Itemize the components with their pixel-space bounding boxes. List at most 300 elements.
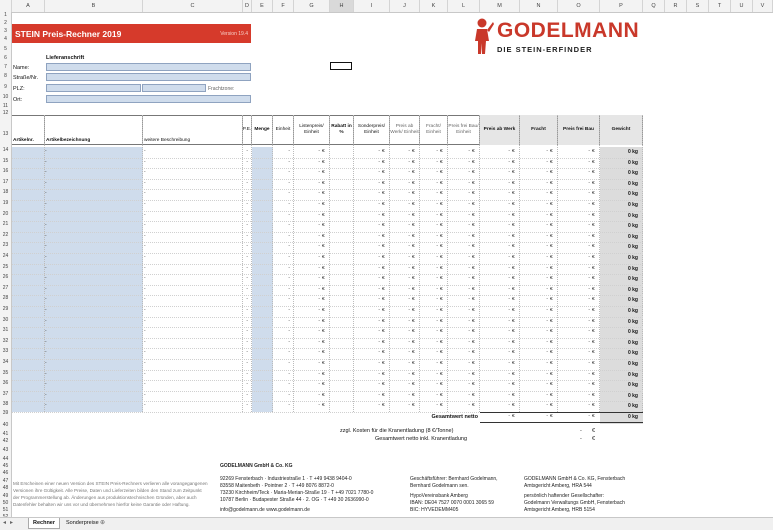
table-cell[interactable]: - xyxy=(546,392,548,398)
col-header-i[interactable]: I xyxy=(354,0,390,12)
table-cell[interactable]: - xyxy=(468,223,470,229)
table-cell[interactable]: - xyxy=(546,350,548,356)
table-cell[interactable]: - xyxy=(378,403,380,409)
row-header[interactable]: 36 xyxy=(2,380,9,387)
table-cell[interactable]: - xyxy=(588,255,590,260)
table-cell[interactable]: - xyxy=(378,212,380,218)
table-cell[interactable]: - xyxy=(318,286,320,292)
table-cell[interactable]: - xyxy=(468,297,470,303)
col-header-n[interactable]: N xyxy=(520,0,558,12)
table-cell[interactable]: - xyxy=(468,286,470,292)
table-cell[interactable]: - xyxy=(318,339,320,345)
table-cell[interactable]: - xyxy=(588,286,590,292)
col-header-o[interactable]: O xyxy=(558,0,600,12)
table-cell[interactable]: - xyxy=(436,191,438,197)
table-cell[interactable]: - xyxy=(144,403,146,409)
table-cell[interactable]: - xyxy=(288,170,290,176)
row-header[interactable]: 6 xyxy=(4,55,7,61)
table-cell[interactable]: - xyxy=(408,159,410,165)
table-cell[interactable]: - xyxy=(144,265,146,271)
table-cell[interactable]: - xyxy=(246,308,248,313)
table-cell[interactable]: - xyxy=(288,382,290,388)
row-header[interactable]: 30 xyxy=(2,316,9,323)
row-header[interactable]: 44 xyxy=(2,456,9,462)
table-cell[interactable]: - xyxy=(508,318,510,324)
row-header[interactable]: 1 xyxy=(4,12,7,18)
table-cell[interactable]: - xyxy=(436,149,438,154)
table-cell[interactable]: - xyxy=(318,382,320,388)
table-cell[interactable]: - xyxy=(378,223,380,229)
table-cell[interactable]: - xyxy=(288,191,290,197)
table-cell[interactable]: - xyxy=(378,191,380,197)
table-cell[interactable]: - xyxy=(288,212,290,218)
table-cell[interactable]: - xyxy=(288,276,290,282)
table-cell[interactable]: - xyxy=(144,382,146,388)
table-cell[interactable]: - xyxy=(546,149,548,154)
table-cell[interactable]: - xyxy=(468,392,470,398)
col-header-c[interactable]: C xyxy=(143,0,243,12)
table-cell[interactable]: - xyxy=(318,159,320,165)
table-cell[interactable]: - xyxy=(508,350,510,356)
table-cell[interactable]: - xyxy=(508,212,510,218)
table-cell[interactable]: - xyxy=(318,403,320,409)
row-header[interactable]: 37 xyxy=(2,390,9,397)
table-cell[interactable]: - xyxy=(468,159,470,165)
table-cell[interactable]: - xyxy=(288,308,290,313)
table-cell[interactable]: - xyxy=(508,244,510,250)
table-cell[interactable]: - xyxy=(378,392,380,398)
table-cell[interactable]: - xyxy=(246,350,248,356)
table-cell[interactable]: - xyxy=(318,318,320,324)
table-cell[interactable]: - xyxy=(588,339,590,345)
table-cell[interactable]: - xyxy=(546,170,548,176)
fracht-zone-field[interactable] xyxy=(142,84,206,92)
row-header[interactable]: 20 xyxy=(2,210,9,217)
table-cell[interactable]: - xyxy=(288,286,290,292)
row-header[interactable]: 51 xyxy=(2,507,9,513)
table-cell[interactable]: - xyxy=(546,180,548,186)
col-header-l[interactable]: L xyxy=(448,0,480,12)
table-cell[interactable]: - xyxy=(318,265,320,271)
table-cell[interactable]: - xyxy=(246,392,248,398)
table-cell[interactable]: - xyxy=(408,223,410,229)
row-header[interactable]: 9 xyxy=(4,84,7,90)
table-cell[interactable]: - xyxy=(318,244,320,250)
table-cell[interactable]: - xyxy=(144,170,146,176)
table-cell[interactable]: - xyxy=(546,339,548,345)
table-cell[interactable]: - xyxy=(468,361,470,366)
row-header[interactable]: 7 xyxy=(4,64,7,70)
table-cell[interactable]: - xyxy=(144,276,146,282)
table-cell[interactable]: - xyxy=(378,276,380,282)
table-cell[interactable]: - xyxy=(246,403,248,409)
table-cell[interactable]: - xyxy=(318,276,320,282)
table-cell[interactable]: - xyxy=(144,308,146,313)
table-cell[interactable]: - xyxy=(144,180,146,186)
table-cell[interactable]: - xyxy=(588,308,590,313)
table-cell[interactable]: - xyxy=(546,159,548,165)
table-cell[interactable]: - xyxy=(436,371,438,377)
table-cell[interactable]: - xyxy=(588,191,590,197)
table-cell[interactable]: - xyxy=(546,329,548,335)
table-cell[interactable]: - xyxy=(45,159,47,165)
table-cell[interactable]: - xyxy=(508,202,510,207)
col-header-a[interactable]: A xyxy=(12,0,45,12)
table-cell[interactable]: - xyxy=(288,329,290,335)
table-cell[interactable]: - xyxy=(546,318,548,324)
col-header-g[interactable]: G xyxy=(294,0,330,12)
table-cell[interactable]: - xyxy=(546,403,548,409)
row-header[interactable]: 11 xyxy=(2,103,9,109)
table-cell[interactable]: - xyxy=(378,308,380,313)
select-all-corner[interactable] xyxy=(0,0,12,12)
table-cell[interactable]: - xyxy=(436,170,438,176)
table-cell[interactable]: - xyxy=(408,329,410,335)
table-cell[interactable]: - xyxy=(318,361,320,366)
col-header-p[interactable]: P xyxy=(600,0,643,12)
table-cell[interactable]: - xyxy=(45,149,47,154)
table-cell[interactable]: - xyxy=(588,265,590,271)
table-cell[interactable]: - xyxy=(508,403,510,409)
table-cell[interactable]: - xyxy=(436,223,438,229)
table-cell[interactable]: - xyxy=(408,255,410,260)
table-cell[interactable]: - xyxy=(436,233,438,239)
table-cell[interactable]: - xyxy=(45,350,47,356)
row-header[interactable]: 46 xyxy=(2,470,9,476)
table-cell[interactable]: - xyxy=(144,371,146,377)
table-cell[interactable]: - xyxy=(508,382,510,388)
street-field[interactable] xyxy=(46,73,251,81)
table-cell[interactable]: - xyxy=(546,382,548,388)
table-cell[interactable]: - xyxy=(45,223,47,229)
row-header[interactable]: 31 xyxy=(2,327,9,334)
tab-scroll-left-icon[interactable]: ◂ xyxy=(3,520,7,526)
row-header[interactable]: 26 xyxy=(2,274,9,281)
table-cell[interactable]: - xyxy=(588,233,590,239)
table-cell[interactable]: - xyxy=(436,308,438,313)
row-header[interactable]: 3 xyxy=(4,28,7,34)
table-cell[interactable]: - xyxy=(45,297,47,303)
table-cell[interactable]: - xyxy=(546,255,548,260)
table-cell[interactable]: - xyxy=(144,255,146,260)
table-cell[interactable]: - xyxy=(288,371,290,377)
table-cell[interactable]: - xyxy=(378,170,380,176)
table-cell[interactable]: - xyxy=(144,202,146,207)
row-header[interactable]: 24 xyxy=(2,253,9,259)
table-cell[interactable]: - xyxy=(408,392,410,398)
row-header[interactable]: 5 xyxy=(4,46,7,52)
col-header-u[interactable]: U xyxy=(731,0,753,12)
table-cell[interactable]: - xyxy=(408,202,410,207)
table-cell[interactable]: - xyxy=(288,265,290,271)
table-cell[interactable]: - xyxy=(144,149,146,154)
row-header[interactable]: 28 xyxy=(2,295,9,302)
table-cell[interactable]: - xyxy=(468,382,470,388)
table-cell[interactable]: - xyxy=(144,159,146,165)
row-header[interactable]: 25 xyxy=(2,263,9,270)
table-cell[interactable]: - xyxy=(468,212,470,218)
table-cell[interactable]: - xyxy=(288,403,290,409)
table-cell[interactable]: - xyxy=(408,286,410,292)
table-cell[interactable]: - xyxy=(588,149,590,154)
table-cell[interactable]: - xyxy=(468,191,470,197)
table-cell[interactable]: - xyxy=(144,392,146,398)
table-cell[interactable]: - xyxy=(408,233,410,239)
table-cell[interactable]: - xyxy=(588,159,590,165)
table-cell[interactable]: - xyxy=(246,180,248,186)
table-cell[interactable]: - xyxy=(408,382,410,388)
table-cell[interactable]: - xyxy=(246,371,248,377)
row-header[interactable]: 43 xyxy=(2,447,9,453)
row-header[interactable]: 22 xyxy=(2,231,9,238)
table-cell[interactable]: - xyxy=(436,180,438,186)
col-header-m[interactable]: M xyxy=(480,0,520,12)
row-header[interactable]: 15 xyxy=(2,157,9,164)
table-cell[interactable]: - xyxy=(246,286,248,292)
table-cell[interactable]: - xyxy=(246,318,248,324)
table-cell[interactable]: - xyxy=(378,318,380,324)
table-cell[interactable]: - xyxy=(318,202,320,207)
table-cell[interactable]: - xyxy=(408,318,410,324)
row-header[interactable]: 39 xyxy=(2,410,9,416)
name-field[interactable] xyxy=(46,63,251,71)
table-cell[interactable]: - xyxy=(408,191,410,197)
col-header-t[interactable]: T xyxy=(709,0,731,12)
row-header[interactable]: 17 xyxy=(2,178,9,185)
table-cell[interactable]: - xyxy=(378,382,380,388)
table-cell[interactable]: - xyxy=(45,308,47,313)
table-cell[interactable]: - xyxy=(288,350,290,356)
table-cell[interactable]: - xyxy=(546,202,548,207)
table-cell[interactable]: - xyxy=(408,276,410,282)
table-cell[interactable]: - xyxy=(546,297,548,303)
table-cell[interactable]: - xyxy=(378,339,380,345)
table-cell[interactable]: - xyxy=(144,361,146,366)
table-cell[interactable]: - xyxy=(246,223,248,229)
table-cell[interactable]: - xyxy=(45,191,47,197)
row-header[interactable]: 18 xyxy=(2,189,9,196)
table-cell[interactable]: - xyxy=(288,180,290,186)
table-cell[interactable]: - xyxy=(144,329,146,335)
table-cell[interactable]: - xyxy=(588,244,590,250)
table-cell[interactable]: - xyxy=(588,202,590,207)
table-cell[interactable]: - xyxy=(45,265,47,271)
table-cell[interactable]: - xyxy=(508,371,510,377)
row-header[interactable]: 8 xyxy=(4,73,7,79)
table-cell[interactable]: - xyxy=(288,159,290,165)
table-cell[interactable]: - xyxy=(144,318,146,324)
table-cell[interactable]: - xyxy=(546,223,548,229)
table-cell[interactable]: - xyxy=(546,371,548,377)
row-header[interactable]: 48 xyxy=(2,485,9,491)
table-cell[interactable]: - xyxy=(378,286,380,292)
table-cell[interactable]: - xyxy=(546,308,548,313)
table-cell[interactable]: - xyxy=(378,159,380,165)
table-cell[interactable]: - xyxy=(508,149,510,154)
table-cell[interactable]: - xyxy=(546,212,548,218)
col-header-f[interactable]: F xyxy=(273,0,294,12)
table-cell[interactable]: - xyxy=(468,180,470,186)
row-header[interactable]: 27 xyxy=(2,284,9,291)
table-cell[interactable]: - xyxy=(288,244,290,250)
table-cell[interactable]: - xyxy=(288,339,290,345)
table-cell[interactable]: - xyxy=(436,382,438,388)
table-cell[interactable]: - xyxy=(588,329,590,335)
row-header[interactable]: 13 xyxy=(2,131,9,137)
table-cell[interactable]: - xyxy=(436,361,438,366)
table-cell[interactable]: - xyxy=(318,392,320,398)
table-cell[interactable]: - xyxy=(408,265,410,271)
table-cell[interactable]: - xyxy=(378,361,380,366)
row-header[interactable]: 42 xyxy=(2,438,9,444)
table-cell[interactable]: - xyxy=(45,392,47,398)
row-header[interactable]: 47 xyxy=(2,478,9,484)
row-header[interactable]: 50 xyxy=(2,500,9,506)
col-header-s[interactable]: S xyxy=(687,0,709,12)
table-cell[interactable]: - xyxy=(45,202,47,207)
row-header[interactable]: 49 xyxy=(2,493,9,499)
row-header[interactable]: 23 xyxy=(2,242,9,249)
table-cell[interactable]: - xyxy=(45,255,47,260)
table-cell[interactable]: - xyxy=(436,318,438,324)
table-cell[interactable]: - xyxy=(246,297,248,303)
row-header[interactable]: 4 xyxy=(4,36,7,42)
table-cell[interactable]: - xyxy=(588,371,590,377)
col-header-v[interactable]: V xyxy=(753,0,773,12)
table-cell[interactable]: - xyxy=(288,149,290,154)
table-cell[interactable]: - xyxy=(508,308,510,313)
table-cell[interactable]: - xyxy=(468,276,470,282)
table-cell[interactable]: - xyxy=(288,202,290,207)
table-cell[interactable]: - xyxy=(246,244,248,250)
table-cell[interactable]: - xyxy=(468,202,470,207)
table-cell[interactable]: - xyxy=(588,223,590,229)
input-column-fill[interactable] xyxy=(45,147,143,412)
add-sheet-icon[interactable]: ⊕ xyxy=(100,520,106,526)
table-cell[interactable]: - xyxy=(45,233,47,239)
table-cell[interactable]: - xyxy=(588,392,590,398)
table-cell[interactable]: - xyxy=(408,308,410,313)
table-cell[interactable]: - xyxy=(588,403,590,409)
table-cell[interactable]: - xyxy=(436,350,438,356)
row-header[interactable]: 21 xyxy=(2,221,9,228)
table-cell[interactable]: - xyxy=(436,159,438,165)
row-header[interactable]: 45 xyxy=(2,463,9,469)
table-cell[interactable]: - xyxy=(144,350,146,356)
table-cell[interactable]: - xyxy=(378,244,380,250)
table-cell[interactable]: - xyxy=(436,276,438,282)
table-cell[interactable]: - xyxy=(436,244,438,250)
table-cell[interactable]: - xyxy=(408,361,410,366)
table-cell[interactable]: - xyxy=(468,255,470,260)
table-cell[interactable]: - xyxy=(318,371,320,377)
table-cell[interactable]: - xyxy=(508,223,510,229)
table-cell[interactable]: - xyxy=(246,191,248,197)
table-cell[interactable]: - xyxy=(408,244,410,250)
row-header[interactable]: 10 xyxy=(2,94,9,100)
table-cell[interactable]: - xyxy=(45,361,47,366)
table-cell[interactable]: - xyxy=(288,318,290,324)
table-cell[interactable]: - xyxy=(246,159,248,165)
table-cell[interactable]: - xyxy=(144,286,146,292)
table-cell[interactable]: - xyxy=(408,371,410,377)
table-cell[interactable]: - xyxy=(508,170,510,176)
table-cell[interactable]: - xyxy=(45,276,47,282)
table-cell[interactable]: - xyxy=(45,382,47,388)
row-header[interactable]: 38 xyxy=(2,401,9,408)
col-header-j[interactable]: J xyxy=(390,0,420,12)
table-cell[interactable]: - xyxy=(378,329,380,335)
table-cell[interactable]: - xyxy=(45,244,47,250)
table-cell[interactable]: - xyxy=(436,255,438,260)
table-cell[interactable]: - xyxy=(468,339,470,345)
input-column-fill[interactable] xyxy=(12,147,45,412)
table-cell[interactable]: - xyxy=(468,170,470,176)
table-cell[interactable]: - xyxy=(588,212,590,218)
table-cell[interactable]: - xyxy=(508,255,510,260)
table-cell[interactable]: - xyxy=(508,265,510,271)
table-cell[interactable]: - xyxy=(318,233,320,239)
table-cell[interactable]: - xyxy=(144,339,146,345)
table-cell[interactable]: - xyxy=(468,308,470,313)
table-cell[interactable]: - xyxy=(318,212,320,218)
tab-sonderpreise[interactable]: Sonderpreise xyxy=(66,520,99,526)
table-cell[interactable]: - xyxy=(508,339,510,345)
table-cell[interactable]: - xyxy=(45,329,47,335)
table-cell[interactable]: - xyxy=(378,371,380,377)
table-cell[interactable]: - xyxy=(436,286,438,292)
table-cell[interactable]: - xyxy=(546,286,548,292)
row-header[interactable]: 34 xyxy=(2,359,9,365)
table-cell[interactable]: - xyxy=(436,339,438,345)
table-cell[interactable]: - xyxy=(408,170,410,176)
table-cell[interactable]: - xyxy=(246,339,248,345)
table-cell[interactable]: - xyxy=(508,286,510,292)
active-cell-cursor[interactable] xyxy=(330,62,352,70)
table-cell[interactable]: - xyxy=(45,180,47,186)
table-cell[interactable]: - xyxy=(318,350,320,356)
table-cell[interactable]: - xyxy=(508,159,510,165)
table-cell[interactable]: - xyxy=(546,361,548,366)
table-cell[interactable]: - xyxy=(246,170,248,176)
table-cell[interactable]: - xyxy=(436,403,438,409)
table-cell[interactable]: - xyxy=(318,308,320,313)
table-cell[interactable]: - xyxy=(378,233,380,239)
table-cell[interactable]: - xyxy=(408,403,410,409)
col-header-b[interactable]: B xyxy=(45,0,143,12)
table-cell[interactable]: - xyxy=(468,318,470,324)
table-cell[interactable]: - xyxy=(468,244,470,250)
tab-rechner[interactable]: Rechner xyxy=(28,518,60,529)
table-cell[interactable]: - xyxy=(246,265,248,271)
table-cell[interactable]: - xyxy=(288,255,290,260)
row-header[interactable]: 16 xyxy=(2,168,9,175)
table-cell[interactable]: - xyxy=(246,276,248,282)
table-cell[interactable]: - xyxy=(468,149,470,154)
table-cell[interactable]: - xyxy=(588,361,590,366)
table-cell[interactable]: - xyxy=(45,212,47,218)
table-cell[interactable]: - xyxy=(378,350,380,356)
table-cell[interactable]: - xyxy=(246,149,248,154)
table-cell[interactable]: - xyxy=(588,170,590,176)
table-cell[interactable]: - xyxy=(144,233,146,239)
row-header[interactable]: 35 xyxy=(2,369,9,376)
table-cell[interactable]: - xyxy=(408,339,410,345)
city-field[interactable] xyxy=(46,95,251,103)
table-cell[interactable]: - xyxy=(468,350,470,356)
table-cell[interactable]: - xyxy=(246,255,248,260)
table-cell[interactable]: - xyxy=(246,212,248,218)
